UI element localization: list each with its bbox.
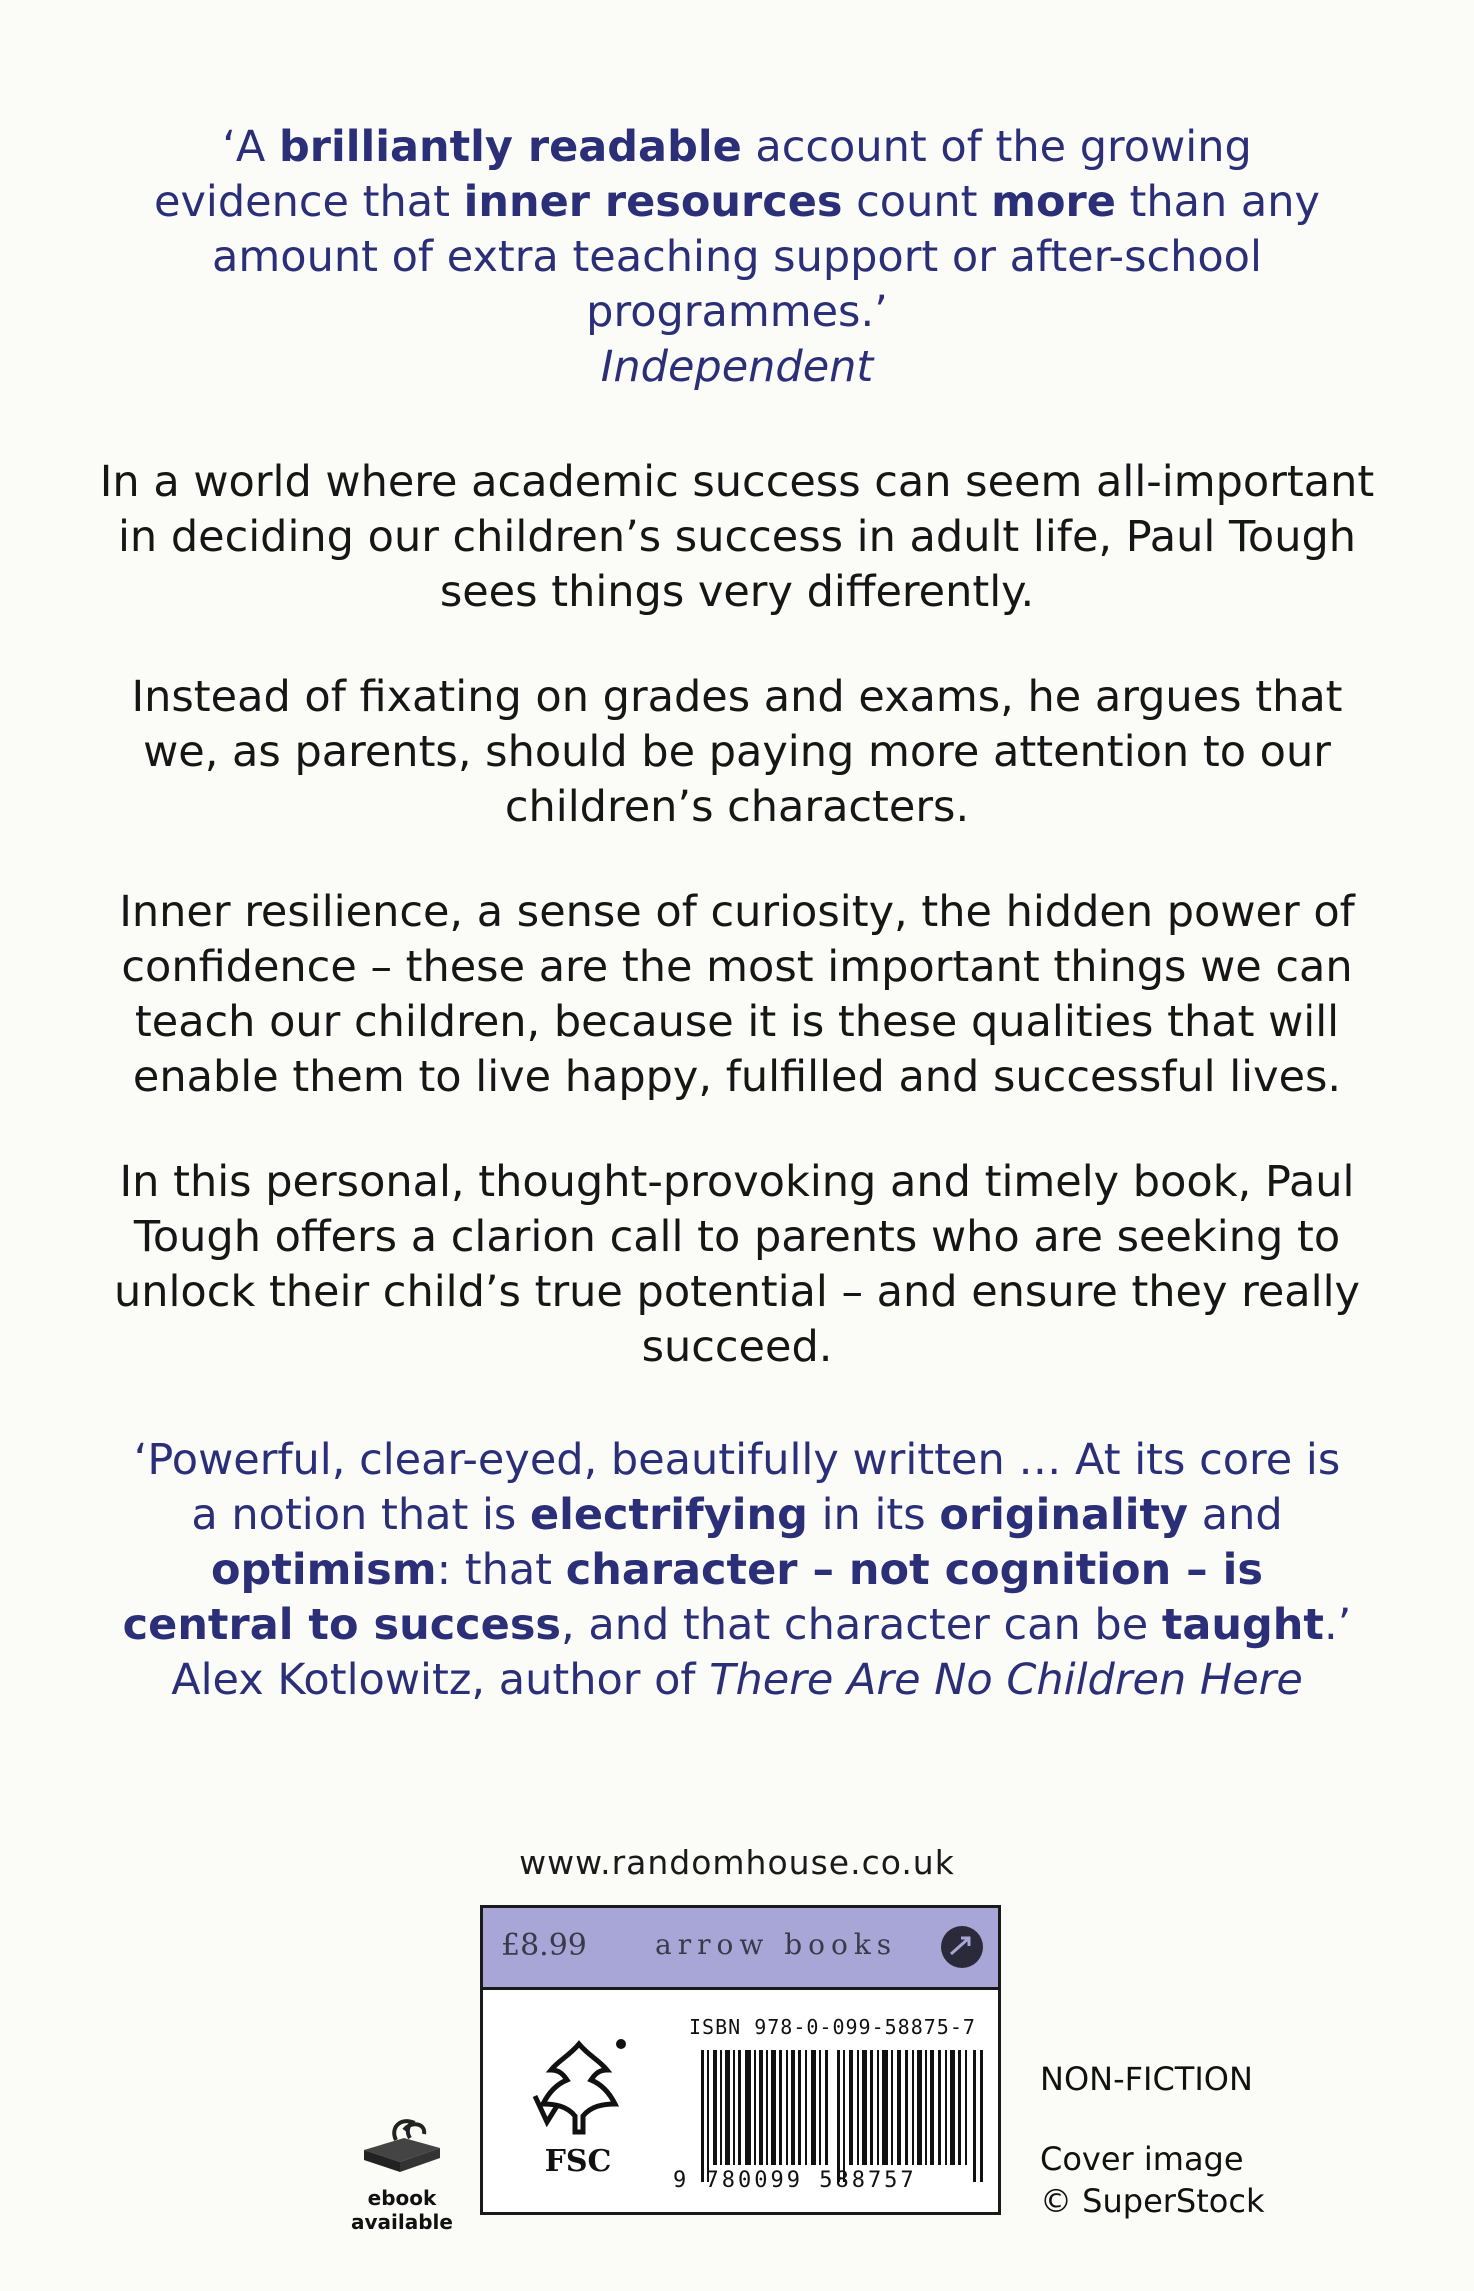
ebook-label-line-2: available (351, 2210, 453, 2234)
arrow-books-logo-icon (939, 1924, 985, 1970)
barcode-icon (701, 2050, 986, 2182)
imprint-name: arrow books (655, 1928, 898, 1961)
blurb-paragraph-1: In a world where academic success can seem all-important in deciding our children’s success in adult life, Paul Tough sees things very differently. (99, 457, 1375, 617)
price: £8.99 (501, 1928, 587, 1963)
publisher-website: www.randomhouse.co.uk (519, 1843, 955, 1882)
cover-credit-line-2: © SuperStock (1040, 2182, 1265, 2220)
blurb (90, 455, 1384, 1425)
ebook-available-label (340, 2186, 464, 2234)
quote-text: ‘Powerful, clear-eyed, beautifully written … At its core is a notion that is electrifying in its originality and optimism: that character – not cognition – is central to success, and that character can be taught.’ (122, 1435, 1352, 1650)
review-quote-kotlowitz (120, 1433, 1354, 1708)
category-label: NON-FICTION (1040, 2060, 1253, 2098)
quote-text: ‘A brilliantly readable account of the growing evidence that inner resources count more than any amount of extra teaching support or after-school programmes.’ (154, 122, 1320, 337)
price-barcode-box (480, 1905, 1001, 2215)
ebook-icon (360, 2110, 444, 2180)
isbn: ISBN 978-0-099-58875-7 (689, 2015, 976, 2039)
cover-credit-line-1: Cover image (1040, 2140, 1244, 2178)
blurb-paragraph-4: In this personal, thought-provoking and timely book, Paul Tough offers a clarion call to parents who are seeking to unlock their child’s true potential – and ensure they really succeed. (113, 1157, 1361, 1372)
blurb-paragraph-3: Inner resilience, a sense of curiosity, the hidden power of confidence – these are the most important things we can teach our children, because it is these qualities that will enable them to live happy, fulfilled and successful lives. (119, 887, 1355, 1102)
fsc-label: FSC (544, 2144, 612, 2179)
quote-attribution: Alex Kotlowitz, author of There Are No Children Here (171, 1655, 1303, 1705)
review-quote-independent (130, 120, 1344, 395)
blurb-paragraph-2: Instead of fixating on grades and exams, he argues that we, as parents, should be paying more attention to our children’s characters. (131, 672, 1343, 832)
cover-credit (1040, 2138, 1264, 2222)
fsc-tree-icon (529, 2036, 629, 2146)
ebook-label-line-1: ebook (367, 2186, 437, 2210)
barcode-digits: 9 780099 588757 (673, 2168, 917, 2193)
quote-source: Independent (600, 342, 874, 392)
price-band (483, 1908, 998, 1990)
